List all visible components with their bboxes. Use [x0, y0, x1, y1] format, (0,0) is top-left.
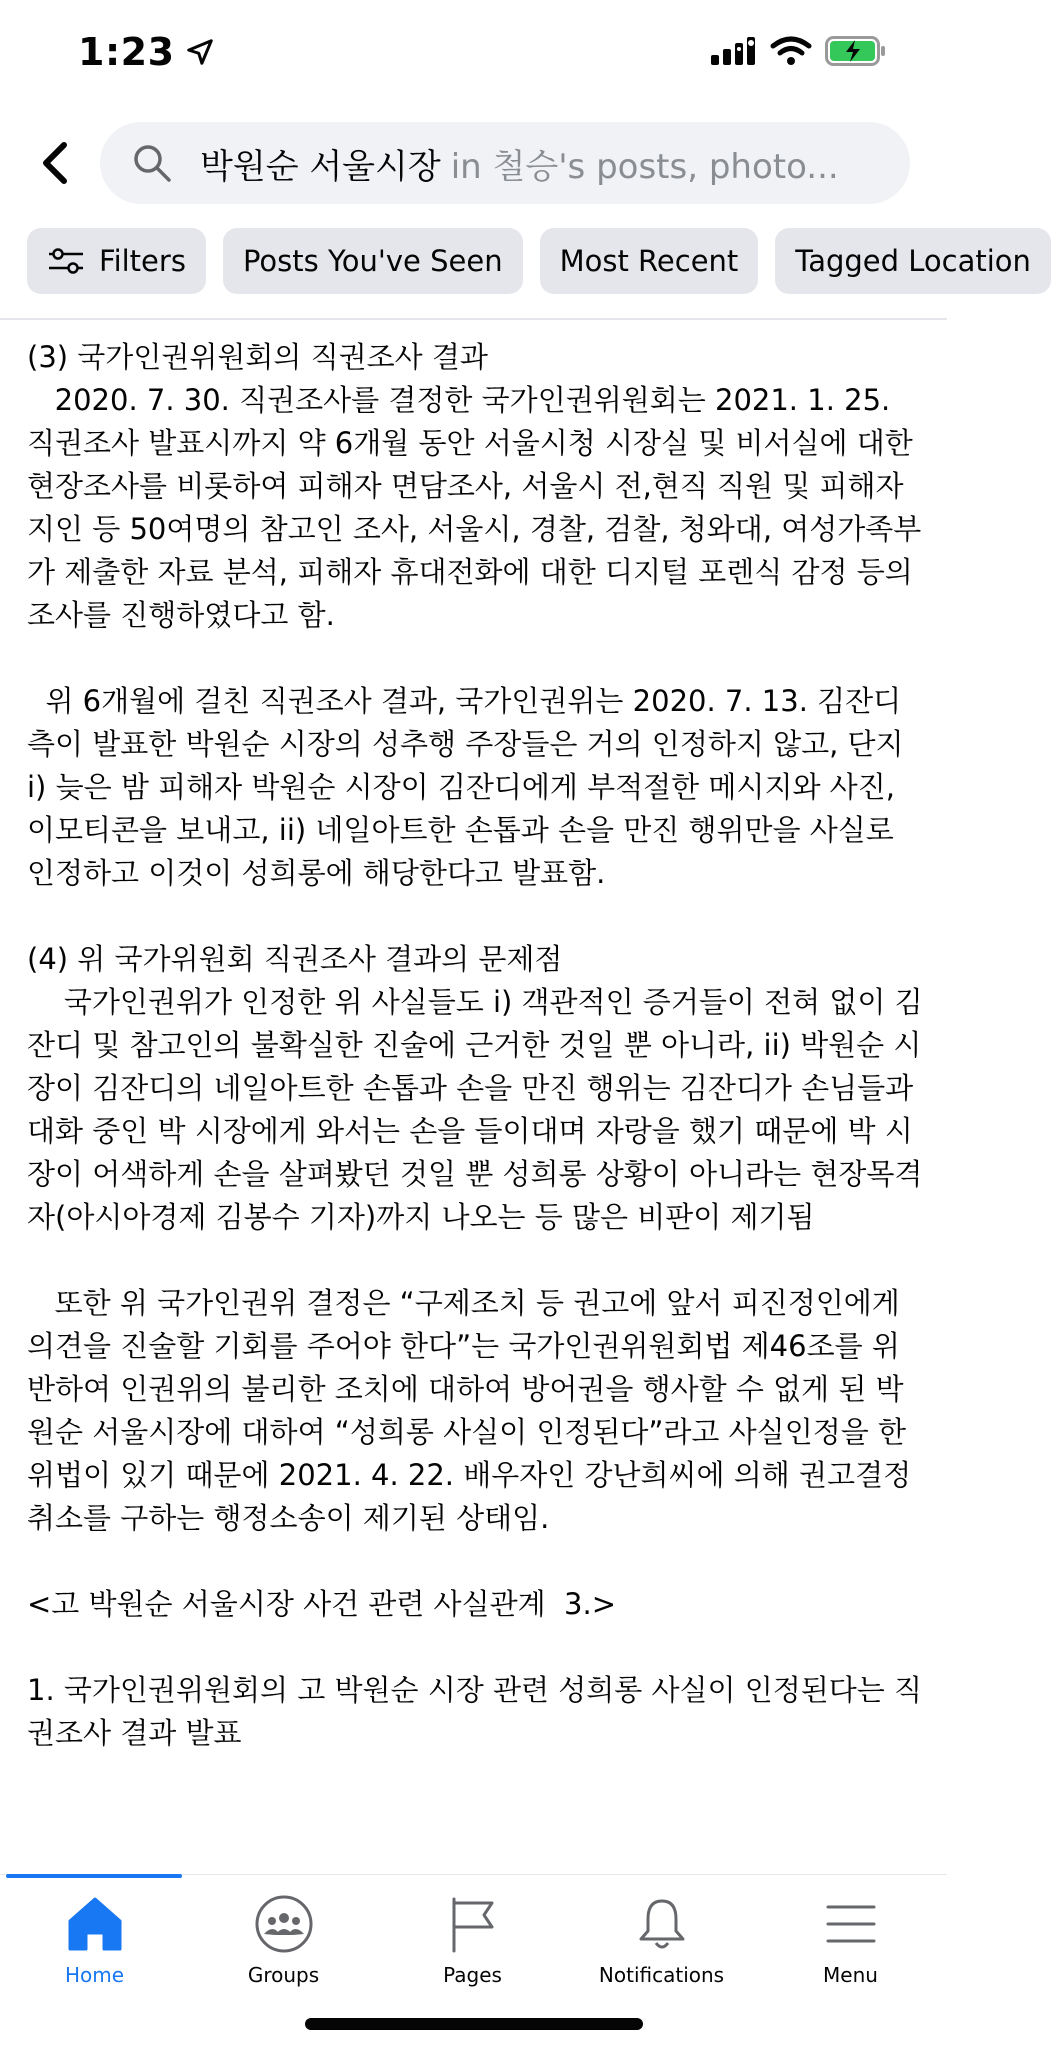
cellular-signal-icon — [711, 37, 757, 65]
status-time-text: 1:23 — [78, 30, 175, 74]
tab-label: Menu — [823, 1963, 878, 1987]
filter-chip-label: Filters — [99, 244, 186, 278]
search-query: 박원순 서울시장 — [200, 146, 441, 187]
post-text — [27, 336, 927, 1866]
tab-home[interactable] — [0, 1893, 189, 2003]
menu-icon — [820, 1893, 882, 1955]
post-paragraph: 1. 국가인권위원회의 고 박원순 시장 관련 성희롱 사실이 인정된다는 직권조사 결과 발표 — [27, 1673, 923, 1750]
active-tab-indicator — [6, 1874, 182, 1878]
home-icon — [64, 1893, 126, 1955]
battery-charging-icon — [825, 36, 887, 66]
search-input[interactable] — [100, 122, 910, 204]
post-paragraph: 위 6개월에 걸친 직권조사 결과, 국가인권위는 2020. 7. 13. 김잔디측이 발표한 박원순 시장의 성추행 주장들은 거의 인정하지 않고, 단지 i) 늦은 밤 피해자 박원순 시장이 김잔디에게 부적절한 메시지와 사진, 이모티콘을 보내고, ii) 네일아트한 손톱과 손을 만진 행위만을 사실로 인정하고 이것이 성희롱에 해당한다고 발표함. — [27, 684, 913, 890]
search-scope-hint: in 철승's posts, photo... — [450, 146, 839, 187]
status-indicators — [711, 36, 887, 66]
filter-chip-tagged-location[interactable] — [775, 228, 1051, 294]
filter-chip-filters[interactable] — [27, 228, 206, 294]
tab-label: Home — [64, 1963, 125, 1987]
filter-chip-label: Posts You've Seen — [242, 244, 503, 278]
filter-chip-label: Most Recent — [559, 244, 739, 278]
tab-notifications[interactable] — [567, 1893, 756, 2003]
tab-groups[interactable] — [189, 1893, 378, 2003]
search-header — [0, 118, 947, 208]
search-icon — [132, 143, 172, 183]
status-time — [78, 30, 215, 74]
header-divider — [0, 318, 947, 320]
post-paragraph: 또한 위 국가인권위 결정은 “구제조치 등 권고에 앞서 피진정인에게 의견을 진술할 기회를 주어야 한다”는 국가인권위원회법 제46조를 위반하여 인권위의 불리한 조치에 대하여 방어권을 행사할 수 없게 된 박원순 서울시장에 대하여 “성희롱 사실이 인정된다”라고 사실인정을 한 위법이 있기 때문에 2021. 4. 22. 배우자인 강난희씨에 의해 권고결정취소를 구하는 행정소송이 제기된 상태임. — [27, 1286, 916, 1535]
filter-chip-posts-seen[interactable] — [223, 228, 523, 294]
flag-icon — [442, 1893, 504, 1955]
location-arrow-icon — [185, 37, 215, 67]
groups-icon — [253, 1893, 315, 1955]
tab-label: Notifications — [598, 1963, 725, 1987]
post-paragraph: (4) 위 국가위원회 직권조사 결과의 문제점 국가인권위가 인정한 위 사실들도 i) 객관적인 증거들이 전혀 없이 김잔디 및 참고인의 불확실한 진술에 근거한 것일 뿐 아니라, ii) 박원순 시장이 김잔디의 네일아트한 손톱과 손을 만진 행위는 김잔디가 손님들과 대화 중인 박 시장에게 와서는 손을 들이대며 자랑을 했기 때문에 박 시장이 어색하게 손을 살펴봤던 것일 뿐 성희롱 상황이 아니라는 현장목격자(아시아경제 김봉수 기자)까지 나오는 등 많은 비판이 제기됨 — [27, 942, 923, 1234]
bell-icon — [631, 1893, 693, 1955]
wifi-icon — [771, 36, 811, 66]
back-button[interactable] — [30, 136, 80, 190]
chevron-left-icon — [40, 141, 70, 185]
post-paragraph: <고 박원순 서울시장 사건 관련 사실관계 3.> — [27, 1587, 617, 1621]
sliders-icon — [47, 246, 85, 276]
status-bar — [0, 0, 947, 110]
post-paragraph: (3) 국가인권위원회의 직권조사 결과 2020. 7. 30. 직권조사를 결정한 국가인권위원회는 2021. 1. 25. 직권조사 발표시까지 약 6개월 동안 서울시청 시장실 및 비서실에 대한 현장조사를 비롯하여 피해자 면담조사, 서울시 전,현직 직원 및 피해자 지인 등 50여명의 참고인 조사, 서울시, 경찰, 검찰, 청와대, 여성가족부가 제출한 자료 분석, 피해자 휴대전화에 대한 디지털 포렌식 감정 등의 조사를 진행하였다고 함. — [27, 340, 922, 632]
tab-label: Pages — [443, 1963, 502, 1987]
tab-label: Groups — [247, 1963, 320, 1987]
filter-chip-most-recent[interactable] — [540, 228, 759, 294]
home-indicator — [305, 2018, 643, 2030]
filter-chips — [27, 228, 1031, 294]
tab-pages[interactable] — [378, 1893, 567, 2003]
filter-chip-label: Tagged Location — [795, 244, 1031, 278]
tab-menu[interactable] — [756, 1893, 945, 2003]
